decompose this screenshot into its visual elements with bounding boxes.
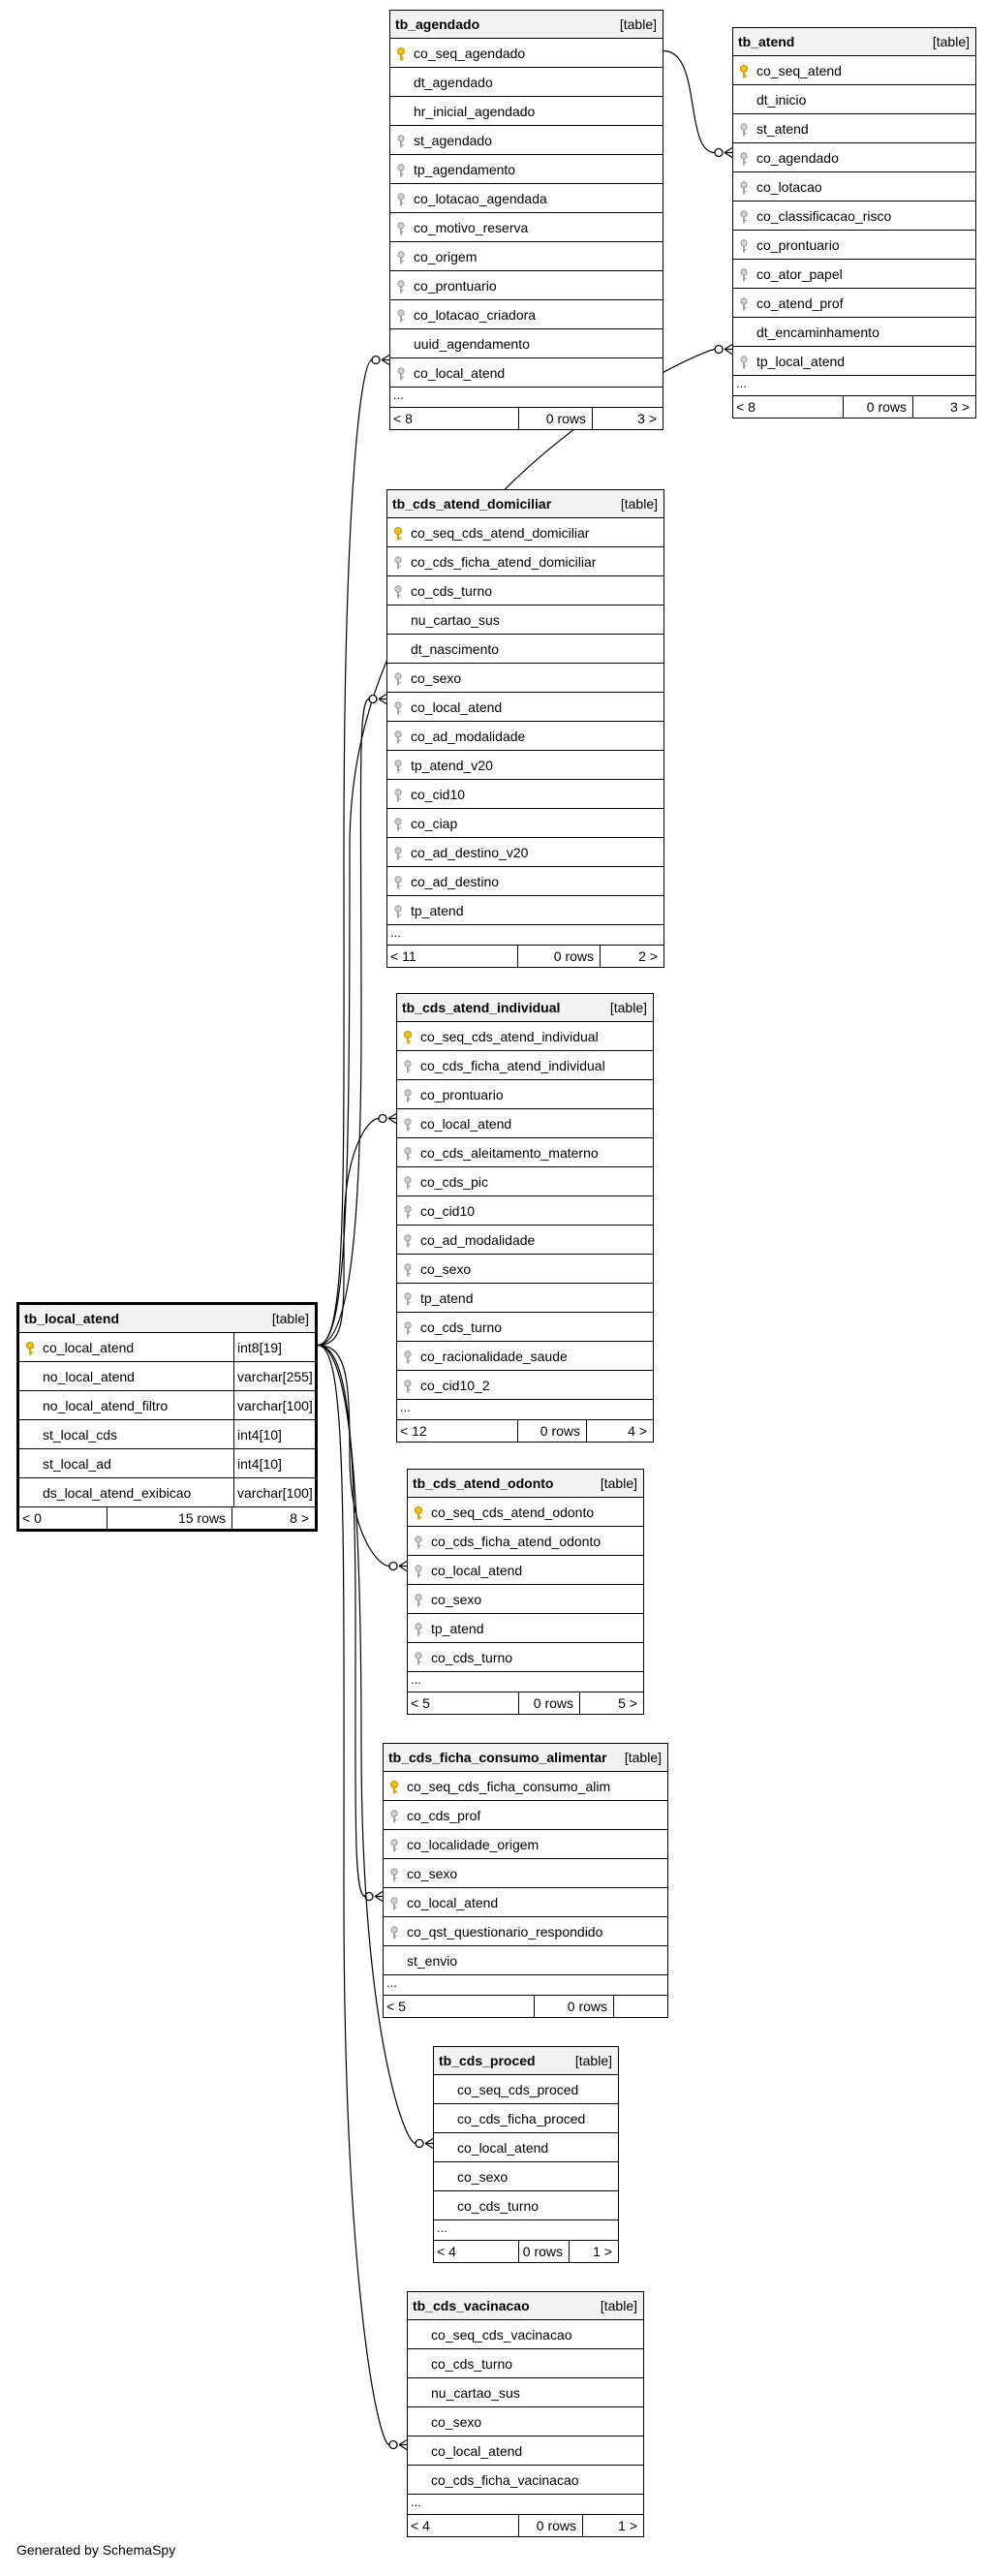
column-row[interactable] (387, 605, 663, 635)
column-row[interactable] (387, 722, 663, 751)
column-name[interactable]: dt_encaminhamento (756, 325, 879, 340)
column-name[interactable]: co_cds_aleitamento_materno (420, 1145, 599, 1161)
column-row[interactable] (408, 2320, 643, 2349)
column-row[interactable] (390, 126, 663, 155)
column-type: int8[19] (237, 1340, 282, 1355)
relationship-tb_cds_atend_individual-co_local_atend-optional-circle (379, 1115, 386, 1123)
column-row[interactable] (390, 329, 663, 358)
column-name[interactable]: co_cds_turno (411, 583, 493, 599)
column-name[interactable]: co_seq_cds_proced (457, 2082, 579, 2097)
column-row[interactable] (387, 896, 663, 925)
relationship-tb_cds_ficha_consumo_alimentar-co_local_atend-line (318, 1346, 365, 1897)
table-header[interactable] (390, 11, 663, 39)
table-type-label: [table] (574, 2053, 612, 2068)
column-name[interactable]: co_ciap (411, 816, 458, 831)
column-name[interactable]: tp_local_atend (756, 354, 846, 369)
table-type-label: [table] (600, 2298, 637, 2313)
table-name[interactable]: tb_cds_atend_individual (402, 1000, 561, 1015)
table-tb_cds_atend_odonto[interactable] (407, 1469, 644, 1715)
column-row[interactable] (387, 576, 663, 605)
column-name[interactable]: st_agendado (414, 133, 492, 148)
column-row[interactable] (408, 1556, 643, 1585)
column-name[interactable]: co_cds_turno (431, 2356, 513, 2372)
column-name[interactable]: co_local_atend (411, 699, 503, 715)
column-row[interactable] (387, 664, 663, 693)
table-footer (387, 946, 663, 967)
column-row[interactable] (384, 1801, 667, 1830)
column-row[interactable] (733, 114, 975, 143)
column-row[interactable] (387, 693, 663, 722)
column-name[interactable]: dt_nascimento (411, 641, 500, 657)
column-row[interactable] (390, 213, 663, 242)
column-row[interactable] (408, 1585, 643, 1614)
column-name[interactable]: st_envio (407, 1953, 458, 1969)
column-name[interactable]: co_seq_cds_atend_odonto (431, 1505, 595, 1520)
column-name[interactable]: co_cds_ficha_atend_odonto (431, 1534, 601, 1549)
table-footer (733, 396, 975, 418)
column-row[interactable] (408, 1498, 643, 1527)
column-row[interactable] (397, 1284, 653, 1313)
column-name[interactable]: co_local_atend (431, 2443, 523, 2459)
column-name[interactable]: no_local_atend_filtro (43, 1398, 169, 1413)
relationship-tb_atend-tp_local_atend-crows-foot (725, 345, 732, 355)
column-name[interactable]: tp_agendamento (414, 162, 516, 177)
more-columns-indicator: ... (408, 1672, 643, 1692)
column-name[interactable]: co_atend_prof (756, 295, 844, 311)
column-row[interactable] (384, 1917, 667, 1946)
column-name[interactable]: co_ator_papel (756, 266, 843, 282)
column-type: varchar[100] (237, 1398, 313, 1413)
column-name[interactable]: co_lotacao_criadora (414, 307, 537, 323)
column-row[interactable] (434, 2191, 618, 2220)
row-count: 0 rows (522, 2244, 563, 2259)
table-tb_cds_proced[interactable] (433, 2046, 619, 2263)
column-row[interactable] (387, 780, 663, 809)
column-name[interactable]: co_classificacao_risco (756, 208, 892, 224)
table-tb_atend[interactable] (732, 27, 976, 419)
column-row[interactable] (390, 68, 663, 97)
column-name[interactable]: co_cds_ficha_vacinacao (431, 2472, 579, 2488)
relationship-tb_cds_atend_odonto-co_local_atend-line (318, 1346, 389, 1567)
column-row[interactable] (19, 1391, 315, 1420)
table-type-label: [table] (600, 1475, 637, 1491)
relationship-tb_agendado-co_local_atend-line (318, 360, 372, 1346)
more-columns-indicator: ... (408, 2495, 643, 2515)
column-name[interactable]: uuid_agendamento (414, 336, 530, 352)
table-header[interactable] (387, 490, 663, 518)
column-row[interactable] (733, 172, 975, 202)
table-tb_cds_ficha_consumo_alimentar[interactable] (383, 1743, 668, 2018)
parents-link[interactable]: < 0 (22, 1510, 42, 1526)
table-footer (19, 1507, 315, 1529)
column-name[interactable]: co_localidade_origem (407, 1837, 540, 1852)
column-row[interactable] (733, 347, 975, 376)
table-header[interactable] (434, 2047, 618, 2075)
relationship-tb_atend-co_agendado-crows-foot (725, 148, 732, 158)
column-row[interactable] (384, 1888, 667, 1917)
column-row[interactable] (384, 1859, 667, 1888)
row-count: 0 rows (866, 399, 907, 415)
column-type: int4[10] (237, 1427, 282, 1443)
column-row[interactable] (397, 1342, 653, 1371)
table-footer (408, 2515, 643, 2536)
column-row[interactable] (733, 56, 975, 85)
more-columns-indicator: ... (390, 388, 663, 408)
column-name[interactable]: hr_inicial_agendado (414, 104, 536, 119)
more-columns-indicator: ... (384, 1975, 667, 1996)
table-name[interactable]: tb_local_atend (24, 1311, 120, 1326)
children-link[interactable]: 3 > (637, 411, 657, 426)
row-count: 0 rows (540, 1423, 580, 1439)
column-name[interactable]: nu_cartao_sus (431, 2385, 520, 2401)
column-row[interactable] (387, 809, 663, 838)
column-name[interactable]: co_seq_atend (756, 63, 842, 78)
column-name[interactable]: co_seq_cds_ficha_consumo_alim (407, 1779, 611, 1794)
column-row[interactable] (390, 97, 663, 126)
table-name[interactable]: tb_agendado (395, 16, 480, 32)
row-count: 0 rows (536, 2518, 576, 2533)
column-row[interactable] (408, 1614, 643, 1643)
column-row[interactable] (387, 867, 663, 896)
column-row[interactable] (434, 2075, 618, 2104)
column-name[interactable]: co_ad_modalidade (411, 729, 526, 744)
table-name[interactable]: tb_atend (738, 34, 795, 49)
table-footer (397, 1420, 653, 1442)
column-row[interactable] (434, 2162, 618, 2191)
column-row[interactable] (397, 1226, 653, 1255)
column-name[interactable]: co_origem (414, 249, 478, 264)
table-header[interactable] (384, 1744, 667, 1772)
column-row[interactable] (408, 2349, 643, 2378)
column-row[interactable] (733, 231, 975, 260)
column-name[interactable]: co_cds_ficha_proced (457, 2111, 586, 2126)
table-type-label: [table] (620, 496, 658, 512)
column-name[interactable]: co_agendado (756, 150, 839, 166)
column-name[interactable]: no_local_atend (43, 1369, 135, 1384)
table-header[interactable] (733, 28, 975, 56)
column-row[interactable] (397, 1313, 653, 1342)
column-name[interactable]: co_motivo_reserva (414, 220, 529, 235)
column-row[interactable] (408, 2466, 643, 2495)
column-name[interactable]: co_local_atend (431, 1563, 523, 1578)
table-tb_cds_vacinacao[interactable] (407, 2291, 644, 2537)
column-name[interactable]: co_sexo (431, 1592, 482, 1607)
column-row[interactable] (384, 1946, 667, 1975)
column-row[interactable] (733, 260, 975, 289)
column-row[interactable] (397, 1051, 653, 1080)
relationship-tb_cds_atend_domiciliar-co_local_atend-optional-circle (369, 696, 377, 703)
column-row[interactable] (19, 1478, 315, 1507)
relationship-tb_cds_atend_individual-co_local_atend-crows-foot (388, 1114, 396, 1124)
column-row[interactable] (408, 2407, 643, 2436)
table-footer (390, 408, 663, 429)
table-name[interactable]: tb_cds_atend_odonto (413, 1475, 554, 1491)
children-link[interactable]: 1 > (593, 2244, 612, 2259)
table-tb_local_atend[interactable] (16, 1302, 318, 1532)
parents-link[interactable]: < 11 (390, 948, 416, 964)
column-name[interactable]: dt_inicio (756, 92, 807, 108)
table-footer (384, 1996, 667, 2017)
column-row[interactable] (390, 155, 663, 184)
column-row[interactable] (397, 1080, 653, 1109)
column-name[interactable]: co_lotacao_agendada (414, 191, 547, 206)
column-row[interactable] (408, 2436, 643, 2466)
column-name[interactable]: co_racionalidade_saude (420, 1349, 568, 1364)
column-name[interactable]: tp_atend_v20 (411, 758, 493, 773)
column-row[interactable] (390, 271, 663, 300)
column-name[interactable]: co_seq_cds_atend_domiciliar (411, 525, 590, 541)
column-row[interactable] (390, 184, 663, 213)
relationship-tb_cds_atend_odonto-co_local_atend-optional-circle (389, 1563, 397, 1570)
column-name[interactable]: co_cds_turno (431, 1650, 513, 1665)
column-row[interactable] (408, 1527, 643, 1556)
table-name[interactable]: tb_cds_vacinacao (413, 2298, 530, 2313)
column-row[interactable] (733, 289, 975, 318)
parents-link[interactable]: < 4 (437, 2244, 456, 2259)
relationship-tb_atend-co_agendado-optional-circle (715, 149, 723, 157)
column-row[interactable] (390, 242, 663, 271)
relationship-tb_atend-tp_local_atend-optional-circle (715, 346, 723, 354)
relationship-tb_cds_atend_domiciliar-co_local_atend-crows-foot (379, 695, 386, 704)
column-row[interactable] (390, 39, 663, 68)
column-row[interactable] (19, 1420, 315, 1449)
column-name[interactable]: co_cds_ficha_atend_individual (420, 1058, 605, 1073)
relationship-tb_cds_atend_individual-co_local_atend-line (318, 1119, 379, 1346)
column-name[interactable]: co_sexo (411, 670, 462, 686)
table-type-label: [table] (624, 1750, 662, 1765)
table-name[interactable]: tb_cds_ficha_consumo_alimentar (388, 1750, 607, 1765)
column-name[interactable]: co_cds_prof (407, 1808, 481, 1823)
column-name[interactable]: ds_local_atend_exibicao (43, 1485, 192, 1501)
table-tb_cds_atend_individual[interactable] (396, 993, 654, 1443)
column-name[interactable]: co_local_atend (457, 2140, 549, 2156)
column-row[interactable] (19, 1362, 315, 1391)
children-link[interactable]: 5 > (618, 1695, 637, 1711)
column-name[interactable]: co_local_atend (43, 1340, 135, 1355)
more-columns-indicator: ... (397, 1400, 653, 1420)
column-row[interactable] (397, 1109, 653, 1138)
row-count: 0 rows (553, 948, 594, 964)
column-row[interactable] (733, 85, 975, 114)
relationship-tb_agendado-co_local_atend-crows-foot (382, 356, 389, 365)
column-row[interactable] (390, 358, 663, 388)
column-name[interactable]: co_seq_cds_vacinacao (431, 2327, 572, 2343)
table-tb_cds_atend_domiciliar[interactable] (386, 489, 664, 968)
column-name[interactable]: st_atend (756, 121, 809, 137)
column-name[interactable]: co_ad_destino_v20 (411, 845, 529, 860)
relationship-tb_cds_atend_odonto-co_local_atend-crows-foot (399, 1562, 407, 1571)
column-name[interactable]: nu_cartao_sus (411, 612, 500, 628)
column-name[interactable]: tp_atend (431, 1621, 484, 1636)
column-row[interactable] (384, 1772, 667, 1801)
column-name[interactable]: co_ad_destino (411, 874, 500, 889)
children-link[interactable]: 4 > (628, 1423, 647, 1439)
column-row[interactable] (387, 838, 663, 867)
column-name[interactable]: st_local_ad (43, 1456, 111, 1472)
relationship-tb_cds_proced-co_local_atend-optional-circle (416, 2140, 423, 2148)
children-link[interactable]: 8 > (290, 1510, 309, 1526)
column-row[interactable] (387, 635, 663, 664)
column-row[interactable] (19, 1449, 315, 1478)
column-type: varchar[100] (237, 1485, 313, 1501)
column-name[interactable]: co_cds_turno (457, 2198, 540, 2214)
table-header[interactable] (408, 1470, 643, 1498)
column-row[interactable] (434, 2104, 618, 2133)
column-row[interactable] (408, 2378, 643, 2407)
generated-by-footer: Generated by SchemaSpy (16, 2542, 176, 2558)
table-footer (408, 1692, 643, 1714)
table-type-label: [table] (932, 34, 970, 49)
column-name[interactable]: co_sexo (457, 2169, 509, 2185)
row-count: 15 rows (177, 1510, 226, 1526)
row-count: 0 rows (533, 1695, 573, 1711)
column-name[interactable]: co_qst_questionario_respondido (407, 1924, 603, 1940)
column-row[interactable] (397, 1138, 653, 1167)
more-columns-indicator: ... (733, 376, 975, 396)
relationship-tb_cds_vacinacao-co_local_atend-crows-foot (399, 2440, 407, 2450)
more-columns-indicator: ... (387, 925, 663, 946)
parents-link[interactable]: < 5 (386, 1999, 406, 2014)
column-row[interactable] (397, 1371, 653, 1400)
column-row[interactable] (397, 1022, 653, 1051)
relationship-tb_cds_proced-co_local_atend-crows-foot (425, 2139, 433, 2149)
more-columns-indicator: ... (434, 2220, 618, 2241)
column-row[interactable] (19, 1333, 315, 1362)
table-tb_agendado[interactable] (389, 10, 663, 430)
table-type-label: [table] (609, 1000, 647, 1015)
children-link[interactable]: 1 > (618, 2518, 637, 2533)
relationship-tb_cds_vacinacao-co_local_atend-optional-circle (389, 2441, 397, 2449)
table-header[interactable] (19, 1305, 315, 1333)
row-count: 0 rows (567, 1999, 607, 2014)
parents-link[interactable]: < 8 (736, 399, 756, 415)
column-name[interactable]: co_local_atend (407, 1895, 499, 1910)
column-name[interactable]: co_ad_modalidade (420, 1232, 536, 1248)
column-name[interactable]: co_cid10 (411, 787, 466, 802)
column-name[interactable]: dt_agendado (414, 75, 493, 90)
parents-link[interactable]: < 5 (411, 1695, 430, 1711)
column-name[interactable]: co_local_atend (414, 365, 506, 381)
column-name[interactable]: co_sexo (431, 2414, 482, 2430)
column-row[interactable] (434, 2133, 618, 2162)
column-row[interactable] (387, 547, 663, 576)
relationship-tb_cds_ficha_consumo_alimentar-co_local_atend-crows-foot (375, 1892, 383, 1902)
column-name[interactable]: co_cds_turno (420, 1319, 503, 1335)
table-name[interactable]: tb_cds_proced (439, 2053, 536, 2068)
table-header[interactable] (408, 2292, 643, 2320)
table-header[interactable] (397, 994, 653, 1022)
column-name[interactable]: co_prontuario (414, 278, 497, 294)
column-row[interactable] (387, 751, 663, 780)
column-row[interactable] (390, 300, 663, 329)
column-row[interactable] (397, 1167, 653, 1196)
relationship-tb_agendado-co_local_atend-optional-circle (372, 357, 380, 364)
table-footer (434, 2241, 618, 2262)
column-name[interactable]: co_sexo (420, 1261, 472, 1277)
column-row[interactable] (387, 518, 663, 547)
column-row[interactable] (408, 1643, 643, 1672)
column-name[interactable]: tp_atend (411, 903, 464, 918)
column-type: varchar[255] (237, 1369, 313, 1384)
column-row[interactable] (733, 318, 975, 347)
column-name[interactable]: co_cds_pic (420, 1174, 489, 1190)
column-name[interactable]: st_local_cds (43, 1427, 118, 1443)
column-name[interactable]: co_prontuario (756, 237, 840, 253)
parents-link[interactable]: < 12 (400, 1423, 427, 1439)
column-row[interactable] (397, 1255, 653, 1284)
column-row[interactable] (733, 202, 975, 231)
column-name[interactable]: co_seq_cds_atend_individual (420, 1029, 599, 1044)
column-name[interactable]: co_cid10_2 (420, 1378, 490, 1393)
table-type-label: [table] (271, 1311, 309, 1326)
column-name[interactable]: co_lotacao (756, 179, 822, 195)
column-row[interactable] (733, 143, 975, 172)
column-name[interactable]: co_prontuario (420, 1087, 504, 1102)
column-type: int4[10] (237, 1456, 282, 1472)
table-type-label: [table] (619, 16, 657, 32)
column-name[interactable]: tp_atend (420, 1290, 474, 1306)
column-row[interactable] (397, 1196, 653, 1226)
column-name[interactable]: co_cds_ficha_atend_domiciliar (411, 554, 597, 570)
relationship-tb_atend-co_agendado-line (663, 51, 715, 153)
row-count: 0 rows (545, 411, 586, 426)
children-link[interactable]: 3 > (950, 399, 970, 415)
column-name[interactable]: co_cid10 (420, 1203, 476, 1219)
column-name[interactable]: co_sexo (407, 1866, 458, 1881)
column-name[interactable]: co_local_atend (420, 1116, 512, 1132)
table-name[interactable]: tb_cds_atend_domiciliar (392, 496, 552, 512)
parents-link[interactable]: < 4 (411, 2518, 430, 2533)
column-name[interactable]: co_seq_agendado (414, 46, 526, 61)
children-link[interactable]: 2 > (638, 948, 658, 964)
column-row[interactable] (384, 1830, 667, 1859)
parents-link[interactable]: < 8 (393, 411, 413, 426)
